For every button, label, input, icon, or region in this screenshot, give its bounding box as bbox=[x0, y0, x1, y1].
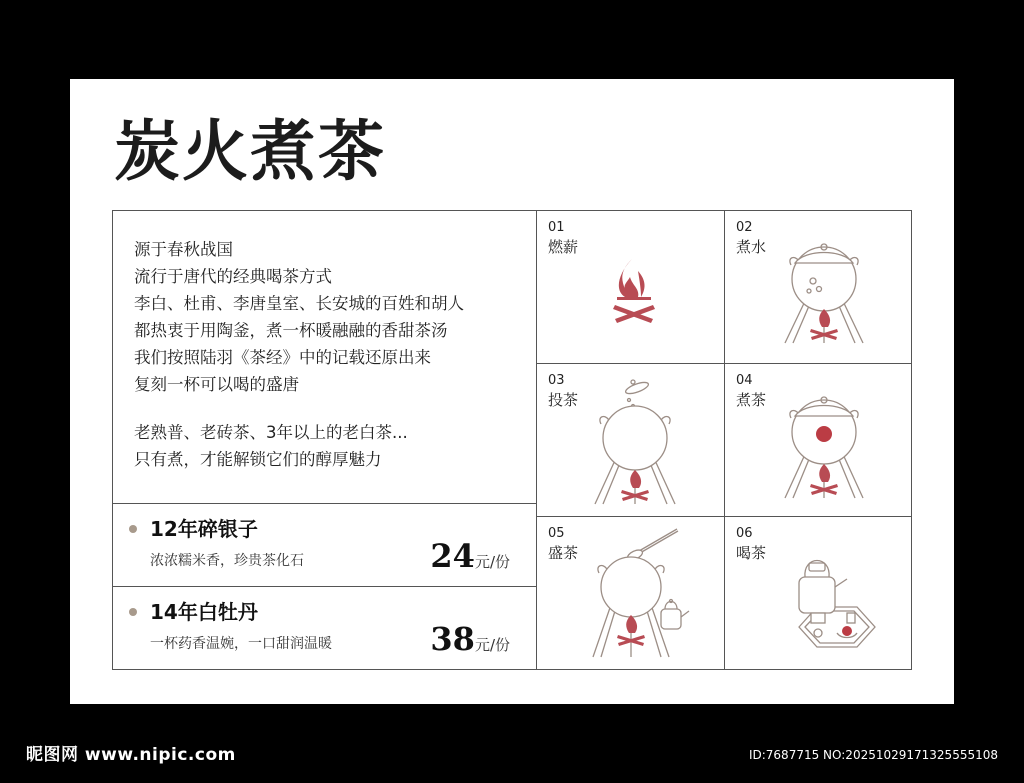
step-number: 01 bbox=[548, 220, 565, 235]
step-cell-02 bbox=[725, 211, 911, 363]
intro-line: 李白、杜甫、李唐皇室、长安城的百姓和胡人 bbox=[134, 294, 464, 313]
step-label: 燃薪 bbox=[548, 238, 579, 256]
intro-line: 都热衷于用陶釜，煮一杯暖融融的香甜茶汤 bbox=[134, 321, 448, 340]
product-name: 14年白牡丹 bbox=[150, 600, 258, 624]
intro-text bbox=[134, 236, 534, 473]
step-cell-01 bbox=[537, 211, 724, 363]
page-title: 炭火煮茶 bbox=[114, 112, 386, 190]
price-unit: 元/份 bbox=[474, 553, 510, 571]
product-item-baimudan bbox=[112, 587, 536, 670]
step-cell-03 bbox=[537, 364, 724, 516]
intro-line: 流行于唐代的经典喝茶方式 bbox=[134, 267, 332, 286]
add-tea-pot-icon bbox=[537, 364, 724, 516]
product-description: 浓浓糯米香，珍贵茶化石 bbox=[150, 553, 304, 569]
ladle-pot-icon bbox=[537, 517, 724, 669]
intro-line: 源于春秋战国 bbox=[134, 240, 233, 259]
step-label: 盛茶 bbox=[548, 544, 579, 562]
intro-line: 复刻一杯可以喝的盛唐 bbox=[134, 375, 299, 394]
step-cell-04 bbox=[725, 364, 911, 516]
product-item-suiyinzi bbox=[112, 504, 536, 587]
table-right-border bbox=[911, 210, 912, 670]
product-name: 12年碎银子 bbox=[150, 517, 258, 541]
step-number: 06 bbox=[736, 526, 753, 541]
product-description: 一杯药香温婉，一口甜润温暖 bbox=[150, 636, 332, 652]
price-value: 24 bbox=[430, 537, 475, 575]
step-cell-05 bbox=[537, 517, 724, 669]
product-price bbox=[430, 619, 510, 665]
step-label: 投茶 bbox=[548, 391, 579, 409]
menu-card bbox=[70, 79, 954, 704]
step-label: 煮水 bbox=[736, 238, 767, 256]
price-unit: 元/份 bbox=[474, 636, 510, 654]
step-number: 03 bbox=[548, 373, 565, 388]
intro-line: 老熟普、老砖茶、3年以上的老白茶... bbox=[134, 423, 408, 442]
tea-set-icon bbox=[725, 517, 911, 669]
brewing-pot-icon bbox=[725, 364, 911, 516]
boiling-pot-icon bbox=[725, 211, 911, 363]
step-label: 煮茶 bbox=[736, 391, 767, 409]
step-cell-06 bbox=[725, 517, 911, 669]
step-number: 05 bbox=[548, 526, 565, 541]
step-number: 04 bbox=[736, 373, 753, 388]
intro-line: 只有煮，才能解锁它们的醇厚魅力 bbox=[134, 450, 382, 469]
price-value: 38 bbox=[430, 620, 475, 658]
bullet-dot-icon bbox=[129, 525, 137, 533]
watermark-logo: 昵图网 www.nipic.com bbox=[26, 745, 236, 765]
step-number: 02 bbox=[736, 220, 753, 235]
step-label: 喝茶 bbox=[736, 544, 767, 562]
product-price bbox=[430, 536, 510, 582]
image-id: ID:7687715 NO:20251029171325555108 bbox=[748, 748, 998, 762]
intro-line: 我们按照陆羽《茶经》中的记载还原出来 bbox=[134, 348, 431, 367]
campfire-icon bbox=[537, 211, 724, 363]
bullet-dot-icon bbox=[129, 608, 137, 616]
